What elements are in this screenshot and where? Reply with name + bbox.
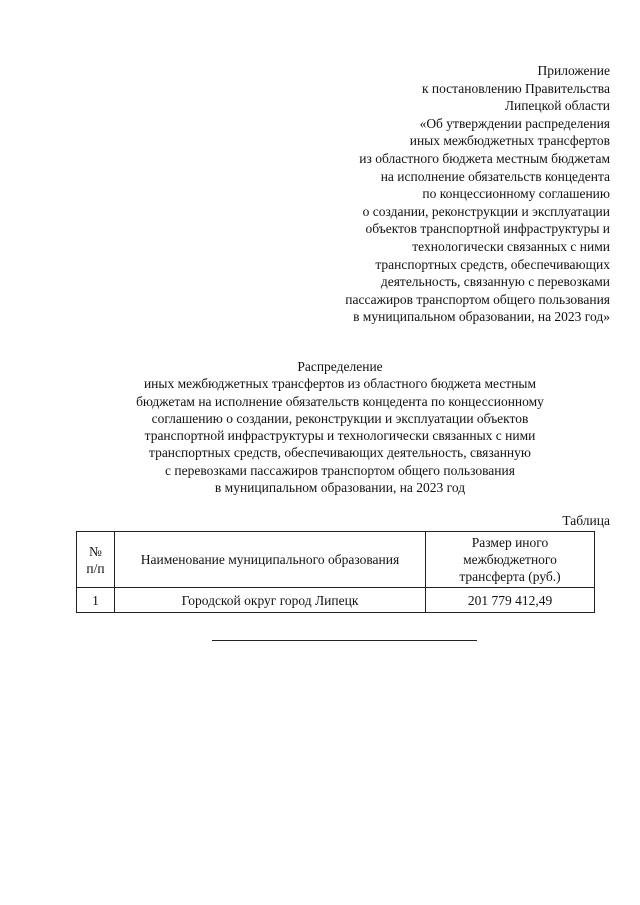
- heading-line: с перевозками пассажиров транспортом общего пользования: [165, 462, 515, 478]
- annex-line: объектов транспортной инфраструктуры и: [365, 221, 610, 237]
- annex-line: «Об утверждении распределения: [419, 115, 610, 131]
- annex-line: Приложение: [537, 63, 610, 78]
- annex-line: о создании, реконструкции и эксплуатации: [362, 203, 610, 219]
- header-amount-line1: Размер иного: [471, 535, 549, 550]
- heading-line: иных межбюджетных трансфертов из областного бюджета местным: [143, 376, 537, 392]
- heading-line: соглашению о создании, реконструкции и эксплуатации объектов: [151, 410, 529, 426]
- table-header-row: [77, 532, 595, 588]
- annex-line: на исполнение обязательств концедента: [380, 168, 610, 184]
- annex-line: деятельность, связанную с перевозками: [380, 274, 610, 290]
- header-amount-line2: межбюджетного: [463, 552, 557, 567]
- heading-line: транспортной инфраструктуры и технологически связанных с ними: [144, 428, 536, 444]
- header-amount-line3: трансферта (руб.): [459, 569, 561, 584]
- heading-title: Распределение: [297, 359, 383, 374]
- header-name-cell: Наименование муниципального образования: [115, 532, 426, 588]
- header-amount-cell: [426, 532, 595, 588]
- annex-line: транспортных средств, обеспечивающих: [375, 256, 610, 272]
- annex-line: к постановлению Правительства: [421, 80, 610, 96]
- annex-line: из областного бюджета местным бюджетам: [359, 150, 610, 166]
- header-num-cell: [77, 532, 115, 588]
- annex-block: [280, 62, 610, 326]
- table-row: [77, 588, 595, 613]
- header-num-line1: №: [89, 543, 102, 559]
- table-label: Таблица: [562, 513, 610, 528]
- annex-line: в муниципальном образовании, на 2023 год»: [353, 309, 610, 325]
- annex-line: Липецкой области: [504, 98, 610, 114]
- bottom-divider: [212, 640, 477, 641]
- row-name-cell: Городской округ город Липецк: [115, 588, 426, 613]
- row-num-cell: 1: [77, 588, 115, 613]
- annex-line: по концессионному соглашению: [422, 186, 610, 202]
- annex-line: технологически связанных с ними: [412, 238, 610, 254]
- row-amount-cell: 201 779 412,49: [426, 588, 595, 613]
- distribution-table: [76, 531, 595, 613]
- heading-line: в муниципальном образовании, на 2023 год: [214, 480, 466, 496]
- heading-line: транспортных средств, обеспечивающих деятельность, связанную: [149, 445, 531, 461]
- header-num-line2: п/п: [86, 560, 105, 576]
- heading-line: бюджетам на исполнение обязательств концедента по концессионному: [136, 393, 544, 409]
- document-heading: [60, 358, 620, 496]
- annex-line: пассажиров транспортом общего пользования: [345, 291, 610, 307]
- annex-line: иных межбюджетных трансфертов: [409, 133, 610, 149]
